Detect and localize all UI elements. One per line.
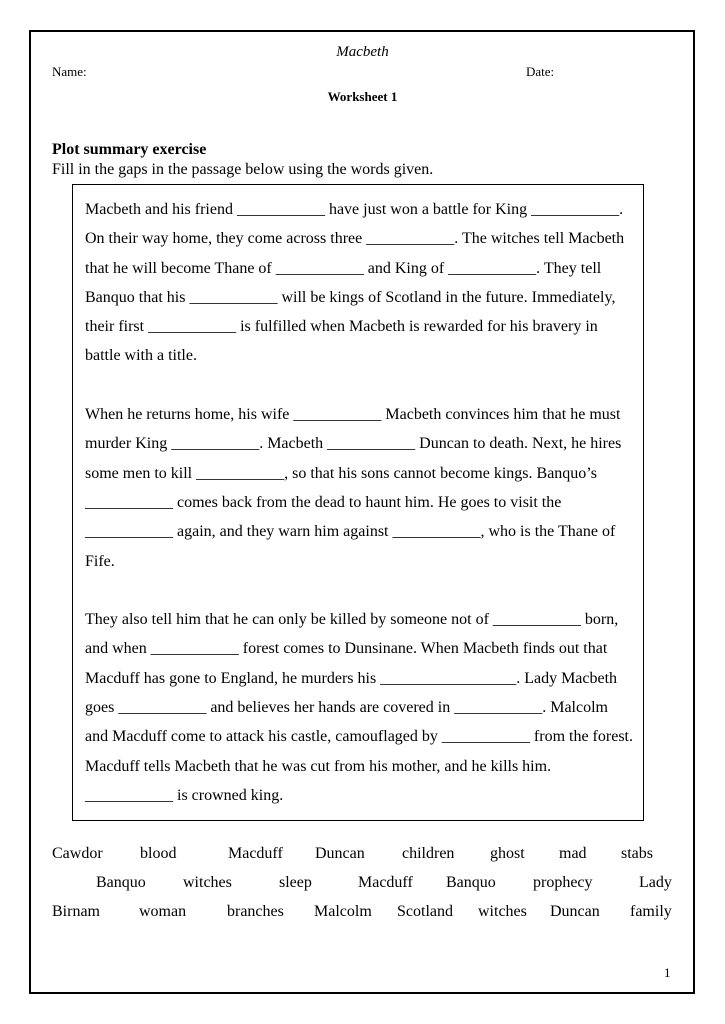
worksheet-label: Worksheet 1 bbox=[327, 89, 398, 104]
word-bank-row bbox=[52, 845, 676, 867]
word-bank-word: Duncan bbox=[550, 903, 600, 920]
passage-paragraph: Macbeth and his friend ___________ have just won a battle for King ___________. On their way home, they come across three ___________. The witches tell Macbeth that he will become Thane of ___________ and King of ___________. They tell Banquo that his ___________ will be kings of Scotland in the future. Immediately, their first ___________ is fulfilled when Macbeth is rewarded for his bravery in battle with a title. bbox=[85, 201, 625, 365]
word-bank-word: children bbox=[402, 845, 455, 862]
word-bank-word: mad bbox=[559, 845, 587, 862]
word-bank-word: Macduff bbox=[358, 874, 413, 891]
date-label: Date: bbox=[526, 64, 555, 79]
word-bank-word: Duncan bbox=[315, 845, 365, 862]
word-bank-word: family bbox=[630, 903, 672, 920]
word-bank-word: ghost bbox=[490, 845, 525, 862]
page-number: 1 bbox=[664, 965, 671, 980]
word-bank-word: witches bbox=[183, 874, 232, 891]
paragraph-spacer bbox=[85, 576, 635, 605]
word-bank-word: prophecy bbox=[533, 874, 593, 891]
word-bank-word: Malcolm bbox=[314, 903, 372, 920]
paragraph-spacer bbox=[85, 371, 635, 400]
passage-paragraph: They also tell him that he can only be killed by someone not of ___________ born, and when ___________ forest comes to Dunsinane. When Macbeth finds out that Macduff has gone to England, he murders his _________________. Lady Macbeth goes ___________ and believes her hands are covered in ___________. Malcolm and Macduff come to attack his castle, camouflaged by ___________ from the forest. Macduff tells Macbeth that he was cut from his mother, and he kills him. ___________ is crowned king. bbox=[85, 611, 633, 804]
name-label: Name: bbox=[52, 64, 87, 79]
exercise-instructions: Fill in the gaps in the passage below using the words given. bbox=[52, 161, 434, 178]
word-bank-word: Banquo bbox=[96, 874, 146, 891]
word-bank-word: Scotland bbox=[397, 903, 453, 920]
document-title: Macbeth bbox=[336, 44, 389, 60]
word-bank-word: blood bbox=[140, 845, 177, 862]
word-bank-word: Banquo bbox=[446, 874, 496, 891]
word-bank-word: Cawdor bbox=[52, 845, 103, 862]
word-bank-word: branches bbox=[227, 903, 284, 920]
word-bank-row bbox=[52, 874, 676, 896]
passage bbox=[85, 195, 635, 810]
word-bank-word: witches bbox=[478, 903, 527, 920]
exercise-heading: Plot summary exercise bbox=[52, 141, 207, 158]
word-bank-word: woman bbox=[139, 903, 187, 920]
word-bank-word: Birnam bbox=[52, 903, 100, 920]
word-bank-word: Lady bbox=[639, 874, 672, 891]
word-bank-word: sleep bbox=[279, 874, 312, 891]
word-bank-row bbox=[52, 903, 676, 925]
word-bank-word: Macduff bbox=[228, 845, 283, 862]
passage-paragraph: When he returns home, his wife ___________ Macbeth convinces him that he must murder King ___________. Macbeth ___________ Duncan to death. Next, he hires some men to kill ___________, so that his sons cannot become kings. Banquo’s ___________ comes back from the dead to haunt him. He goes to visit the ___________ again, and they warn him against ___________, who is the Thane of Fife. bbox=[85, 406, 622, 570]
word-bank-word: stabs bbox=[621, 845, 653, 862]
